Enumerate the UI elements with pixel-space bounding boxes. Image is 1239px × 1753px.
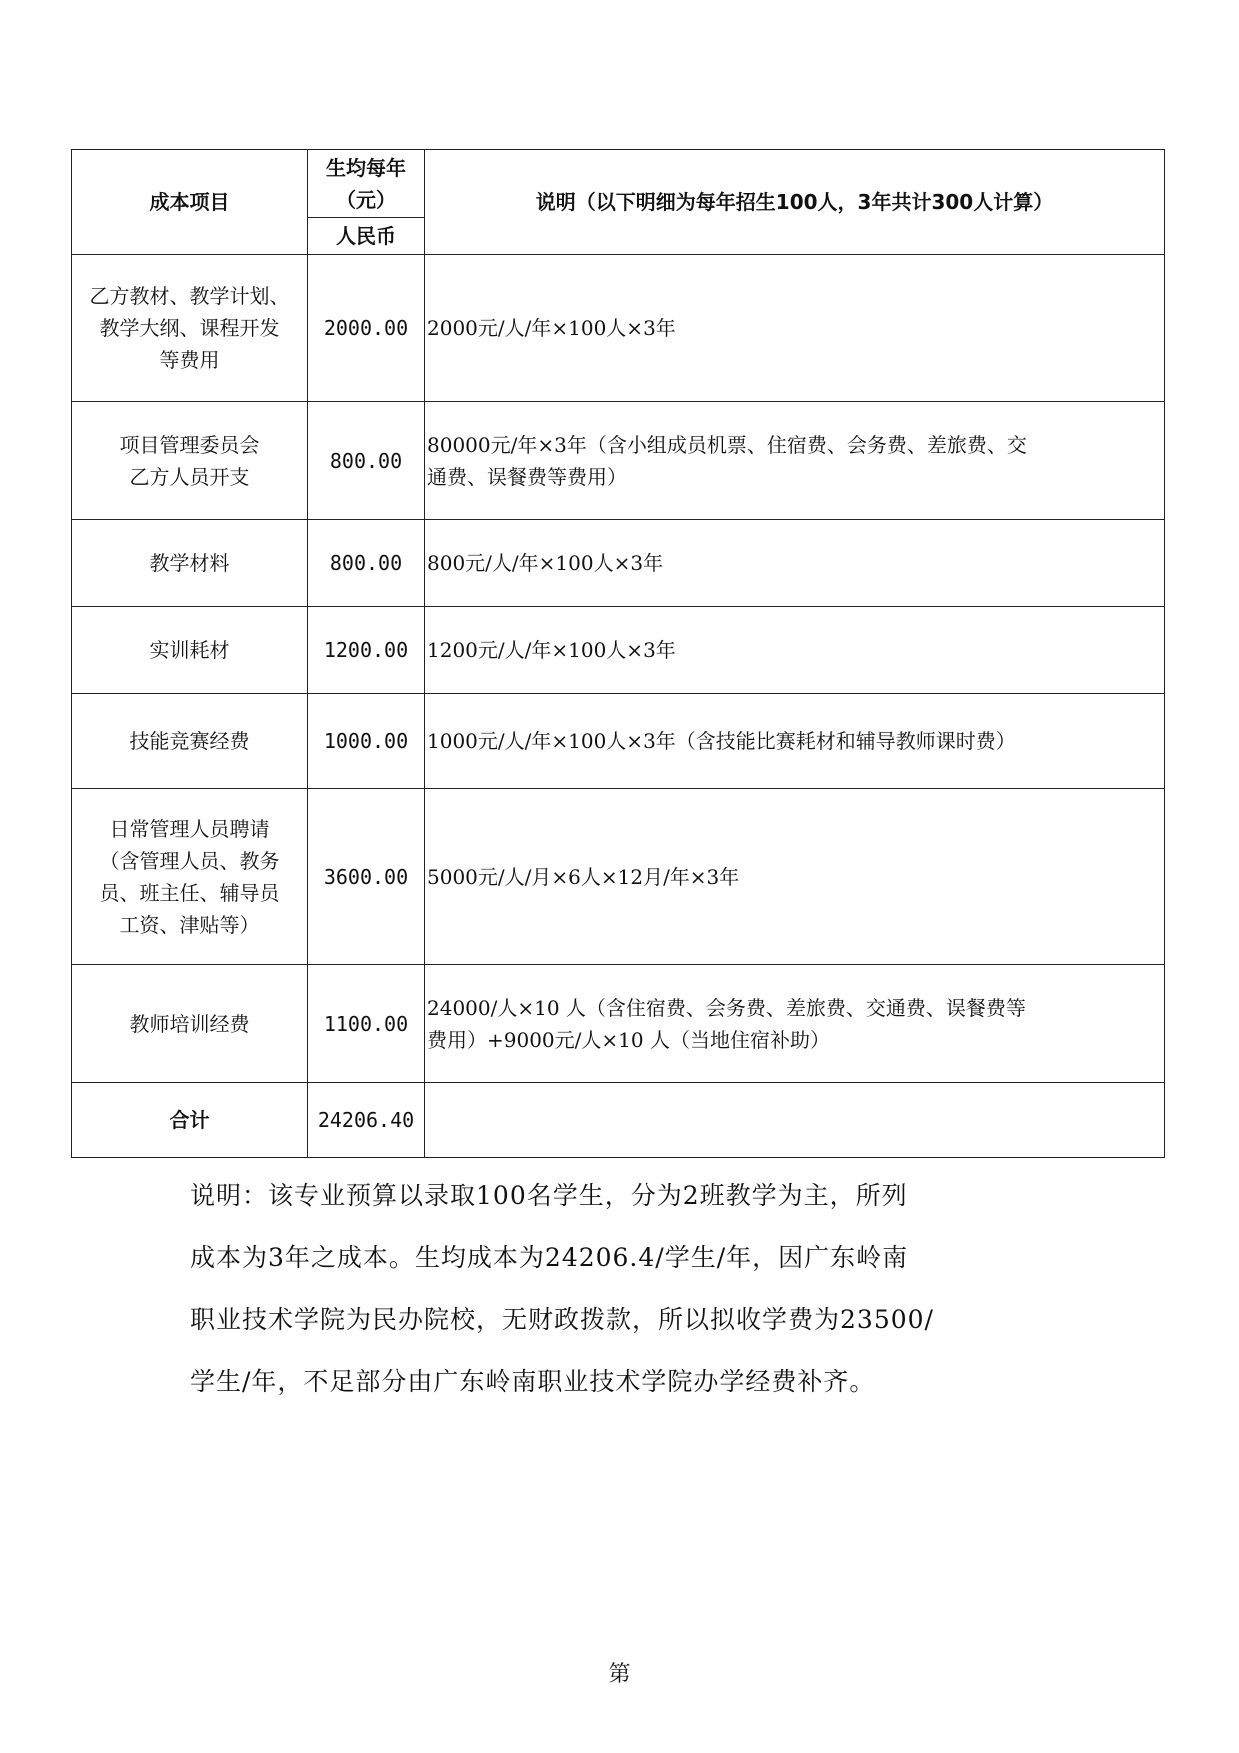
cost-item-line: 乙方人员开支 (129, 464, 250, 489)
cost-item-line: （含管理人员、教务 (99, 848, 280, 873)
note-line: 24000/人×10 人（含住宿费、会务费、差旅费、交通费、误餐费等 (427, 995, 1026, 1020)
amount-cell: 1200.00 (308, 607, 425, 694)
cost-item-line: 教师培训经费 (129, 1011, 250, 1036)
note-line: 2000元/人/年×100人×3年 (427, 316, 676, 340)
note-cell (425, 694, 1165, 789)
note-line: 费用）+9000元/人×10 人（当地住宿补助） (427, 1027, 830, 1052)
total-label: 合计 (72, 1083, 308, 1158)
cost-item-line: 教学材料 (149, 551, 230, 575)
cost-item-cell (72, 607, 308, 694)
cost-item-cell (72, 965, 308, 1083)
amount-cell: 1100.00 (308, 965, 425, 1083)
table-row (72, 402, 1165, 520)
amount-cell: 800.00 (308, 402, 425, 520)
amount-cell: 1000.00 (308, 694, 425, 789)
cost-item-cell (72, 402, 308, 520)
note-line: 800元/人/年×100人×3年 (427, 551, 664, 575)
total-row (72, 1083, 1165, 1158)
cost-item-cell (72, 255, 308, 402)
table-row (72, 694, 1165, 789)
header-cost-item: 成本项目 (72, 150, 308, 255)
budget-note-line: 职业技术学院为民办院校，无财政拨款，所以拟收学费为23500/ (190, 1305, 934, 1334)
note-cell (425, 520, 1165, 607)
note-line: 通费、误餐费等费用） (427, 464, 627, 489)
table-row (72, 789, 1165, 965)
cost-item-cell (72, 789, 308, 965)
note-cell (425, 965, 1165, 1083)
total-note (425, 1083, 1165, 1158)
budget-note-line: 说明：该专业预算以录取100名学生，分为2班教学为主，所列 (190, 1181, 908, 1210)
note-line: 5000元/人/月×6人×12月/年×3年 (427, 864, 740, 889)
cost-item-line: 工资、津贴等） (119, 912, 260, 937)
note-line: 1200元/人/年×100人×3年 (427, 638, 676, 662)
header-currency: 人民币 (308, 218, 425, 255)
header-row (72, 150, 1165, 218)
header-per-student-line1: 生均每年 (326, 155, 406, 180)
note-line: 80000元/年×3年（含小组成员机票、住宿费、会务费、差旅费、交 (427, 432, 1027, 457)
amount-cell: 3600.00 (308, 789, 425, 965)
cost-table (71, 149, 1165, 1158)
header-per-student-line2: （元） (336, 187, 396, 212)
note-cell (425, 402, 1165, 520)
note-cell (425, 789, 1165, 965)
table-row (72, 607, 1165, 694)
cost-item-line: 项目管理委员会 (119, 432, 260, 457)
cost-item-line: 乙方教材、教学计划、 (89, 284, 290, 308)
note-cell (425, 255, 1165, 402)
cost-item-line: 技能竞赛经费 (129, 729, 250, 753)
cost-item-line: 教学大纲、课程开发 (99, 316, 280, 340)
budget-notes (190, 1176, 1070, 1424)
cost-item-cell (72, 694, 308, 789)
note-cell (425, 607, 1165, 694)
note-line: 1000元/人/年×100人×3年（含技能比赛耗材和辅导教师课时费） (427, 729, 1016, 753)
table-row (72, 965, 1165, 1083)
cost-item-cell (72, 520, 308, 607)
cost-item-line: 员、班主任、辅导员 (99, 880, 280, 905)
page-number-label: 第 (608, 1662, 631, 1687)
table-row (72, 255, 1165, 402)
amount-cell: 2000.00 (308, 255, 425, 402)
budget-note-line: 学生/年，不足部分由广东岭南职业技术学院办学经费补齐。 (190, 1367, 876, 1396)
budget-note-line: 成本为3年之成本。生均成本为24206.4/学生/年，因广东岭南 (190, 1243, 909, 1272)
header-per-student (308, 150, 425, 218)
total-amount: 24206.40 (308, 1083, 425, 1158)
amount-cell: 800.00 (308, 520, 425, 607)
table-row (72, 520, 1165, 607)
cost-item-line: 日常管理人员聘请 (109, 816, 270, 841)
cost-item-line: 等费用 (159, 348, 220, 372)
cost-item-line: 实训耗材 (149, 638, 230, 662)
header-note: 说明（以下明细为每年招生100人，3年共计300人计算） (425, 150, 1165, 255)
